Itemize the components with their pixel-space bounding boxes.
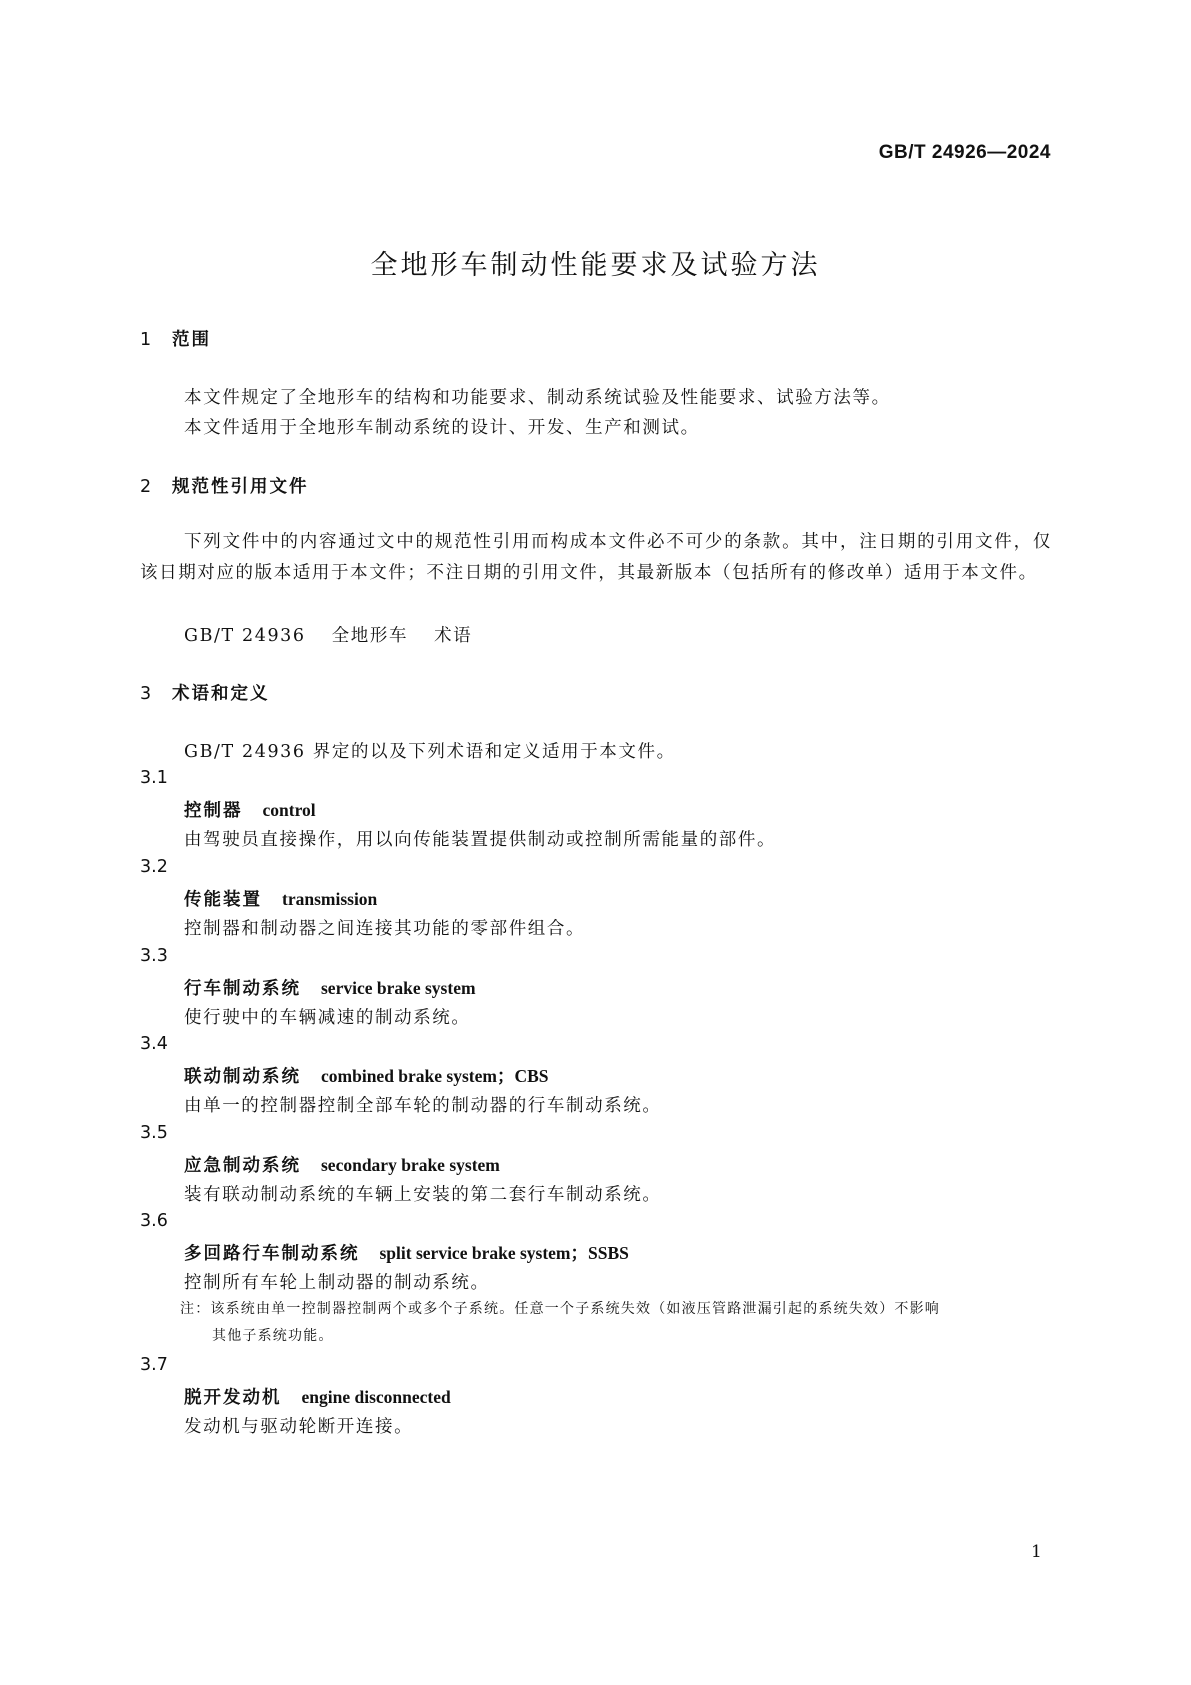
- term-name-en: split service brake system；SSBS: [379, 1243, 629, 1263]
- term-name-en: transmission: [282, 889, 378, 909]
- term-definition: 控制器和制动器之间连接其功能的零部件组合。: [184, 919, 586, 939]
- reference-subtitle: 术语: [434, 626, 473, 646]
- note-continuation: 其他子系统功能。: [212, 1328, 334, 1344]
- term-name-zh: 控制器: [184, 801, 243, 821]
- section-1-heading: [140, 326, 211, 351]
- reference-title: 全地形车: [331, 626, 409, 646]
- term-definition: 装有联动制动系统的车辆上安装的第二套行车制动系统。: [184, 1185, 662, 1205]
- term-number: 3.1: [140, 768, 168, 788]
- term-note: [180, 1296, 1052, 1350]
- term-name-zh: 联动制动系统: [184, 1067, 301, 1087]
- term-name-en: control: [262, 800, 316, 820]
- term-name: [184, 886, 377, 911]
- term-number: 3.6: [140, 1211, 168, 1231]
- term-name: [184, 797, 316, 822]
- note-text: 该系统由单一控制器控制两个或多个子系统。任意一个子系统失效（如液压管路泄漏引起的系统失效）不影响: [210, 1301, 941, 1317]
- term-number: 3.5: [140, 1123, 168, 1143]
- section-title: 术语和定义: [172, 684, 270, 704]
- reference-entry: [184, 622, 472, 647]
- section-2-heading: [140, 473, 309, 498]
- term-name-zh: 脱开发动机: [184, 1388, 282, 1408]
- term-name-en: engine disconnected: [301, 1387, 451, 1407]
- normative-references-paragraph: 下列文件中的内容通过文中的规范性引用而构成本文件必不可少的条款。其中，注日期的引用文件，仅该日期对应的版本适用于本文件；不注日期的引用文件，其最新版本（包括所有的修改单）适用于本文件。: [140, 532, 1052, 583]
- term-name: [184, 1063, 549, 1088]
- term-name-en: service brake system: [321, 978, 476, 998]
- scope-paragraph-2: 本文件适用于全地形车制动系统的设计、开发、生产和测试。: [184, 418, 700, 438]
- term-name-zh: 传能装置: [184, 890, 262, 910]
- section-title: 范围: [172, 330, 211, 350]
- term-name-zh: 应急制动系统: [184, 1156, 301, 1176]
- section-3-heading: [140, 680, 270, 705]
- term-definition: 由驾驶员直接操作，用以向传能装置提供制动或控制所需能量的部件。: [184, 830, 777, 850]
- term-definition: 由单一的控制器控制全部车轮的制动器的行车制动系统。: [184, 1096, 662, 1116]
- section-number: 3: [140, 684, 154, 704]
- term-name: [184, 1240, 629, 1265]
- term-number: 3.4: [140, 1034, 168, 1054]
- scope-paragraph-1: 本文件规定了全地形车的结构和功能要求、制动系统试验及性能要求、试验方法等。: [184, 388, 891, 408]
- term-definition: 发动机与驱动轮断开连接。: [184, 1417, 414, 1437]
- page-number: 1: [1031, 1542, 1042, 1562]
- reference-code: GB/T 24936: [184, 626, 306, 646]
- standard-code: GB/T 24926—2024: [878, 142, 1051, 163]
- term-name-en: secondary brake system: [321, 1155, 500, 1175]
- term-name: [184, 1152, 500, 1177]
- term-number: 3.2: [140, 857, 168, 877]
- term-definition: 控制所有车轮上制动器的制动系统。: [184, 1273, 490, 1293]
- section-number: 1: [140, 330, 154, 350]
- term-name: [184, 975, 476, 1000]
- terms-intro: GB/T 24936 界定的以及下列术语和定义适用于本文件。: [184, 742, 676, 762]
- term-definition: 使行驶中的车辆减速的制动系统。: [184, 1008, 471, 1028]
- note-label: 注：: [180, 1301, 211, 1317]
- section-number: 2: [140, 477, 154, 497]
- document-title: 全地形车制动性能要求及试验方法: [370, 250, 821, 281]
- term-number: 3.3: [140, 946, 168, 966]
- term-name-zh: 多回路行车制动系统: [184, 1244, 360, 1264]
- term-name-zh: 行车制动系统: [184, 979, 301, 999]
- term-name-en: combined brake system；CBS: [321, 1066, 549, 1086]
- section-title: 规范性引用文件: [172, 477, 309, 497]
- term-name: [184, 1384, 451, 1409]
- term-number: 3.7: [140, 1355, 168, 1375]
